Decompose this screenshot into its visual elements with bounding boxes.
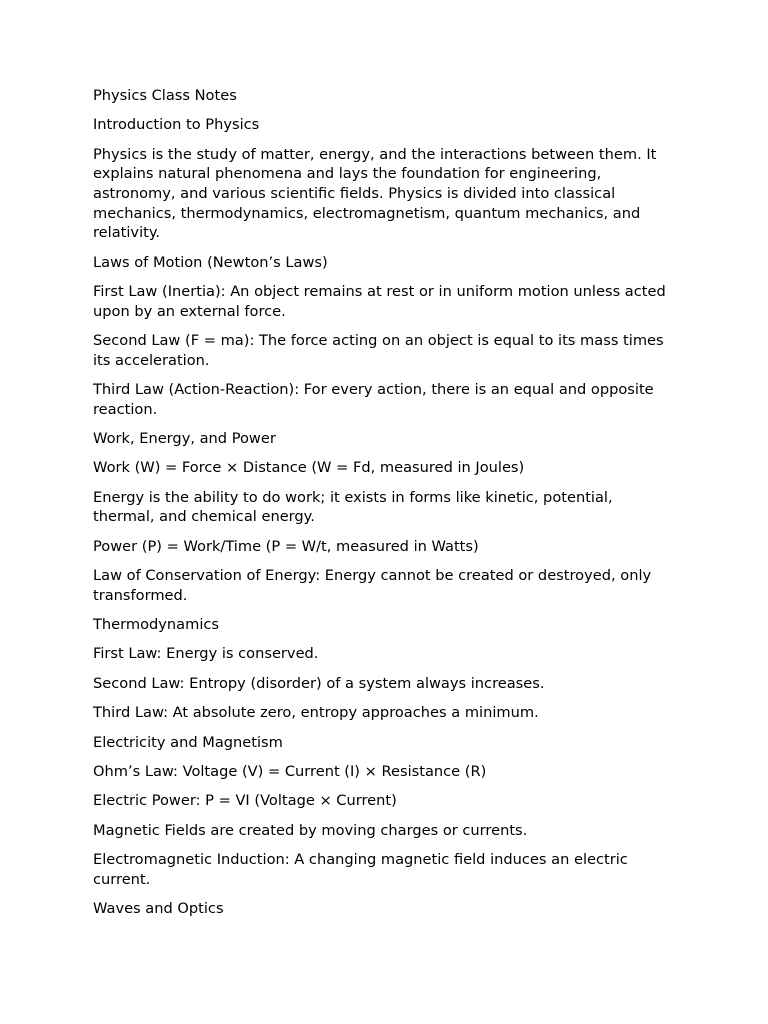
document-page [93, 86, 673, 929]
paragraph-thermo-first-law: First Law: Energy is conserved. [93, 645, 319, 663]
paragraph-magnetic-fields: Magnetic Fields are created by moving charges or currents. [93, 821, 528, 839]
paragraph-electromagnetic-induction: Electromagnetic Induction: A changing magnetic field induces an electric current. [93, 851, 628, 888]
section-heading-introduction: Introduction to Physics [93, 116, 260, 134]
paragraph-third-law-action-reaction: Third Law (Action-Reaction): For every action, there is an equal and opposite reaction. [93, 380, 654, 418]
document-title: Physics Class Notes [93, 87, 237, 104]
paragraph-electric-power: Electric Power: P = VI (Voltage × Current) [93, 792, 397, 810]
paragraph-energy: Energy is the ability to do work; it exists in forms like kinetic, potential, thermal, and chemical energy. [93, 488, 613, 526]
section-heading-waves-optics: Waves and Optics [93, 900, 224, 918]
paragraph-work: Work (W) = Force × Distance (W = Fd, measured in Joules) [93, 459, 525, 477]
section-heading-thermodynamics: Thermodynamics [93, 616, 220, 634]
paragraph-second-law-fma: Second Law (F = ma): The force acting on an object is equal to its mass times its acceleration. [93, 331, 664, 369]
section-heading-work-energy-power: Work, Energy, and Power [93, 429, 276, 447]
paragraph-thermo-second-law: Second Law: Entropy (disorder) of a system always increases. [93, 674, 545, 692]
paragraph-ohms-law: Ohm’s Law: Voltage (V) = Current (I) × Resistance (R) [93, 762, 487, 780]
paragraph-introduction: Physics is the study of matter, energy, and the interactions between them. It explains natural phenomena and lays the foundation for engineering, astronomy, and various scientific fields. Physics is divided into classical mechanics, thermodynamics, electromagnetism, quantum mechanics, and relativity. [93, 145, 657, 242]
paragraph-conservation-of-energy: Law of Conservation of Energy: Energy cannot be created or destroyed, only transformed. [93, 567, 652, 604]
section-heading-electricity-magnetism: Electricity and Magnetism [93, 733, 283, 751]
paragraph-power: Power (P) = Work/Time (P = W/t, measured in Watts) [93, 537, 479, 555]
paragraph-thermo-third-law: Third Law: At absolute zero, entropy approaches a minimum. [93, 704, 539, 722]
section-heading-laws-of-motion: Laws of Motion (Newton’s Laws) [93, 253, 328, 271]
paragraph-first-law-inertia: First Law (Inertia): An object remains at rest or in uniform motion unless acted upon by an external force. [93, 282, 666, 320]
